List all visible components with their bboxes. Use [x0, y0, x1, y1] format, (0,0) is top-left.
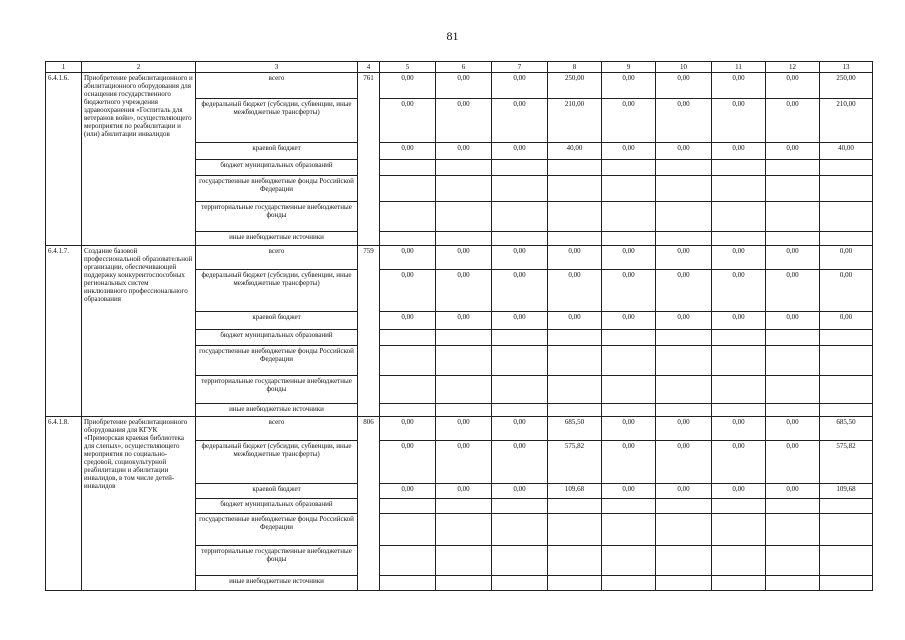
value-cell: 0,00	[656, 441, 712, 484]
value-cell	[820, 346, 873, 376]
value-cell: 0,00	[492, 441, 548, 484]
value-cell	[548, 546, 602, 576]
value-cell	[602, 514, 656, 546]
value-cell: 0,00	[548, 312, 602, 330]
value-cell	[602, 330, 656, 346]
value-cell: 0,00	[602, 312, 656, 330]
funding-source: иные внебюджетные источники	[196, 232, 358, 246]
funding-source: государственные внебюджетные фонды Российской Федерации	[196, 176, 358, 202]
value-cell	[436, 330, 492, 346]
value-cell	[602, 546, 656, 576]
value-cell	[656, 202, 712, 232]
header-row	[46, 62, 873, 73]
value-cell: 0,00	[820, 270, 873, 312]
funding-source: краевой бюджет	[196, 484, 358, 499]
value-cell	[712, 346, 766, 376]
header-cell: 8	[548, 62, 602, 73]
value-cell	[766, 376, 820, 404]
value-cell	[712, 546, 766, 576]
value-cell	[436, 202, 492, 232]
funding-source: бюджет муниципальных образований	[196, 330, 358, 346]
value-cell	[548, 160, 602, 176]
value-cell: 0,00	[602, 246, 656, 270]
value-cell	[766, 514, 820, 546]
value-cell: 210,00	[820, 99, 873, 143]
value-cell	[766, 330, 820, 346]
value-cell: 0,00	[712, 99, 766, 143]
value-cell: 0,00	[712, 246, 766, 270]
value-cell	[492, 514, 548, 546]
value-cell: 0,00	[656, 73, 712, 99]
value-cell: 0,00	[712, 441, 766, 484]
header-cell: 3	[196, 62, 358, 73]
table-row	[46, 73, 873, 99]
header-cell: 7	[492, 62, 548, 73]
header-cell: 9	[602, 62, 656, 73]
funding-source: государственные внебюджетные фонды Российской Федерации	[196, 346, 358, 376]
value-cell: 0,00	[436, 73, 492, 99]
value-cell	[436, 404, 492, 417]
value-cell	[492, 546, 548, 576]
value-cell	[548, 232, 602, 246]
value-cell	[492, 576, 548, 591]
value-cell	[380, 499, 436, 514]
funding-source: краевой бюджет	[196, 143, 358, 160]
value-cell: 40,00	[548, 143, 602, 160]
value-cell: 0,00	[436, 312, 492, 330]
value-cell: 0,00	[436, 99, 492, 143]
value-cell	[766, 404, 820, 417]
value-cell	[548, 404, 602, 417]
value-cell	[766, 160, 820, 176]
value-cell: 0,00	[712, 312, 766, 330]
header-cell: 11	[712, 62, 766, 73]
value-cell	[712, 176, 766, 202]
value-cell	[436, 176, 492, 202]
value-cell: 0,00	[766, 270, 820, 312]
value-cell	[602, 232, 656, 246]
funding-source: краевой бюджет	[196, 312, 358, 330]
value-cell: 0,00	[436, 270, 492, 312]
value-cell: 0,00	[656, 143, 712, 160]
value-cell	[492, 499, 548, 514]
funding-source: бюджет муниципальных образований	[196, 160, 358, 176]
value-cell: 0,00	[380, 246, 436, 270]
value-cell	[820, 202, 873, 232]
funding-source: территориальные государственные внебюджетные фонды	[196, 376, 358, 404]
value-cell	[712, 376, 766, 404]
value-cell: 0,00	[820, 312, 873, 330]
value-cell	[656, 176, 712, 202]
value-cell	[602, 499, 656, 514]
value-cell: 0,00	[712, 417, 766, 441]
value-cell	[656, 514, 712, 546]
value-cell: 0,00	[656, 484, 712, 499]
value-cell	[380, 160, 436, 176]
value-cell: 0,00	[602, 143, 656, 160]
value-cell	[548, 346, 602, 376]
value-cell: 0,00	[766, 312, 820, 330]
value-cell	[602, 160, 656, 176]
value-cell	[820, 546, 873, 576]
value-cell	[380, 330, 436, 346]
value-cell	[380, 404, 436, 417]
value-cell	[656, 376, 712, 404]
value-cell	[548, 499, 602, 514]
value-cell	[602, 404, 656, 417]
value-cell	[380, 514, 436, 546]
value-cell	[436, 546, 492, 576]
value-cell	[820, 499, 873, 514]
value-cell	[766, 576, 820, 591]
value-cell	[820, 514, 873, 546]
budget-code: 761	[358, 73, 380, 246]
value-cell	[436, 376, 492, 404]
table-row	[46, 417, 873, 441]
funding-source: федеральный бюджет (субсидии, субвенции, иные межбюджетные трансферты)	[196, 441, 358, 484]
value-cell	[656, 330, 712, 346]
header-cell: 10	[656, 62, 712, 73]
value-cell: 685,50	[548, 417, 602, 441]
value-cell: 0,00	[656, 417, 712, 441]
value-cell: 0,00	[492, 143, 548, 160]
funding-source: территориальные государственные внебюджетные фонды	[196, 202, 358, 232]
value-cell	[656, 232, 712, 246]
header-cell: 5	[380, 62, 436, 73]
measure-name: Приобретение реабилитационного оборудования для КГУК «Приморская краевая библиотека для слепых», осуществляющего мероприятия по социально-средовой, социокультурной реабилитации и абилитации инвалидов, в том числе детей-инвалидов	[82, 417, 196, 591]
value-cell	[712, 404, 766, 417]
value-cell: 0,00	[492, 99, 548, 143]
value-cell	[602, 176, 656, 202]
value-cell: 0,00	[380, 143, 436, 160]
measure-code: 6.4.1.8.	[46, 417, 82, 591]
value-cell	[712, 576, 766, 591]
value-cell	[712, 202, 766, 232]
value-cell	[436, 499, 492, 514]
value-cell	[602, 576, 656, 591]
funding-source: всего	[196, 246, 358, 270]
value-cell: 0,00	[602, 270, 656, 312]
value-cell	[602, 346, 656, 376]
value-cell	[548, 176, 602, 202]
value-cell: 0,00	[656, 270, 712, 312]
funding-source: федеральный бюджет (субсидии, субвенции, иные межбюджетные трансферты)	[196, 270, 358, 312]
value-cell	[436, 346, 492, 376]
value-cell	[380, 346, 436, 376]
value-cell	[380, 546, 436, 576]
value-cell: 0,00	[656, 312, 712, 330]
funding-source: территориальные государственные внебюджетные фонды	[196, 546, 358, 576]
value-cell	[380, 376, 436, 404]
value-cell	[656, 546, 712, 576]
value-cell	[820, 160, 873, 176]
value-cell: 0,00	[656, 246, 712, 270]
value-cell	[766, 546, 820, 576]
measure-code: 6.4.1.6.	[46, 73, 82, 246]
value-cell: 0,00	[436, 441, 492, 484]
value-cell	[820, 404, 873, 417]
value-cell: 40,00	[820, 143, 873, 160]
value-cell: 0,00	[766, 143, 820, 160]
value-cell	[712, 514, 766, 546]
funding-source: государственные внебюджетные фонды Российской Федерации	[196, 514, 358, 546]
value-cell	[380, 232, 436, 246]
value-cell: 0,00	[380, 270, 436, 312]
budget-code: 806	[358, 417, 380, 591]
value-cell	[712, 330, 766, 346]
value-cell	[766, 202, 820, 232]
value-cell: 250,00	[820, 73, 873, 99]
value-cell: 0,00	[380, 484, 436, 499]
value-cell	[380, 576, 436, 591]
value-cell: 0,00	[766, 99, 820, 143]
value-cell: 0,00	[436, 484, 492, 499]
page-number: 81	[446, 29, 459, 43]
value-cell: 0,00	[380, 73, 436, 99]
value-cell	[766, 346, 820, 376]
value-cell	[548, 514, 602, 546]
value-cell: 0,00	[602, 417, 656, 441]
value-cell: 0,00	[380, 417, 436, 441]
measure-name: Приобретение реабилитационного и абилитационного оборудования для оснащения государственного бюджетного учреждения здравоохранения «Госпиталь для ветеранов войн», осуществляющего мероприятия по реабилитации и (или) абилитации инвалидов	[82, 73, 196, 246]
header-cell: 12	[766, 62, 820, 73]
budget-table	[45, 61, 873, 591]
value-cell	[602, 376, 656, 404]
value-cell: 0,00	[492, 270, 548, 312]
value-cell	[492, 346, 548, 376]
value-cell	[820, 232, 873, 246]
value-cell	[820, 330, 873, 346]
value-cell: 0,00	[602, 99, 656, 143]
value-cell: 210,00	[548, 99, 602, 143]
value-cell: 0,00	[492, 246, 548, 270]
value-cell	[712, 232, 766, 246]
value-cell: 0,00	[712, 143, 766, 160]
value-cell	[766, 499, 820, 514]
funding-source: всего	[196, 73, 358, 99]
value-cell	[492, 176, 548, 202]
funding-source: иные внебюджетные источники	[196, 404, 358, 417]
value-cell	[492, 232, 548, 246]
value-cell	[820, 576, 873, 591]
value-cell	[380, 202, 436, 232]
value-cell: 0,00	[436, 417, 492, 441]
value-cell	[766, 176, 820, 202]
value-cell: 0,00	[492, 312, 548, 330]
value-cell	[656, 576, 712, 591]
measure-name: Создание базовой профессиональной образовательной организации, обеспечивающей поддержку конкурентоспособных региональных систем инклюзивного профессионального образования	[82, 246, 196, 417]
value-cell: 0,00	[380, 99, 436, 143]
value-cell	[548, 202, 602, 232]
value-cell	[766, 232, 820, 246]
value-cell: 0,00	[766, 484, 820, 499]
value-cell: 0,00	[602, 73, 656, 99]
value-cell	[380, 176, 436, 202]
value-cell: 0,00	[436, 143, 492, 160]
value-cell: 0,00	[380, 441, 436, 484]
value-cell: 575,82	[548, 441, 602, 484]
value-cell: 0,00	[766, 441, 820, 484]
value-cell: 0,00	[602, 441, 656, 484]
value-cell	[656, 160, 712, 176]
value-cell	[820, 176, 873, 202]
value-cell	[436, 160, 492, 176]
value-cell	[436, 576, 492, 591]
funding-source: всего	[196, 417, 358, 441]
funding-source: бюджет муниципальных образований	[196, 499, 358, 514]
value-cell: 0,00	[656, 99, 712, 143]
table-row	[46, 246, 873, 270]
header-cell: 1	[46, 62, 82, 73]
value-cell	[492, 330, 548, 346]
value-cell: 0,00	[548, 270, 602, 312]
value-cell	[548, 330, 602, 346]
value-cell: 575,82	[820, 441, 873, 484]
value-cell: 0,00	[602, 484, 656, 499]
value-cell: 250,00	[548, 73, 602, 99]
value-cell	[656, 404, 712, 417]
value-cell	[548, 576, 602, 591]
table-body	[46, 73, 873, 591]
value-cell: 0,00	[766, 73, 820, 99]
value-cell	[820, 376, 873, 404]
budget-code: 759	[358, 246, 380, 417]
value-cell	[712, 499, 766, 514]
value-cell	[492, 404, 548, 417]
value-cell	[492, 160, 548, 176]
value-cell	[656, 499, 712, 514]
value-cell: 0,00	[766, 417, 820, 441]
value-cell	[602, 202, 656, 232]
header-cell: 6	[436, 62, 492, 73]
value-cell	[712, 160, 766, 176]
value-cell: 0,00	[492, 484, 548, 499]
value-cell: 0,00	[712, 484, 766, 499]
value-cell: 0,00	[436, 246, 492, 270]
value-cell: 0,00	[380, 312, 436, 330]
header-cell: 4	[358, 62, 380, 73]
value-cell	[492, 376, 548, 404]
value-cell: 0,00	[820, 246, 873, 270]
header-cell: 13	[820, 62, 873, 73]
value-cell	[656, 346, 712, 376]
value-cell: 0,00	[712, 270, 766, 312]
header-cell: 2	[82, 62, 196, 73]
measure-code: 6.4.1.7.	[46, 246, 82, 417]
value-cell: 0,00	[492, 417, 548, 441]
value-cell	[492, 202, 548, 232]
value-cell: 109,68	[548, 484, 602, 499]
value-cell: 109,68	[820, 484, 873, 499]
value-cell: 0,00	[548, 246, 602, 270]
value-cell	[436, 232, 492, 246]
funding-source: иные внебюджетные источники	[196, 576, 358, 591]
value-cell: 0,00	[712, 73, 766, 99]
value-cell: 685,50	[820, 417, 873, 441]
value-cell	[548, 376, 602, 404]
value-cell: 0,00	[492, 73, 548, 99]
value-cell: 0,00	[766, 246, 820, 270]
value-cell	[436, 514, 492, 546]
funding-source: федеральный бюджет (субсидии, субвенции, иные межбюджетные трансферты)	[196, 99, 358, 143]
